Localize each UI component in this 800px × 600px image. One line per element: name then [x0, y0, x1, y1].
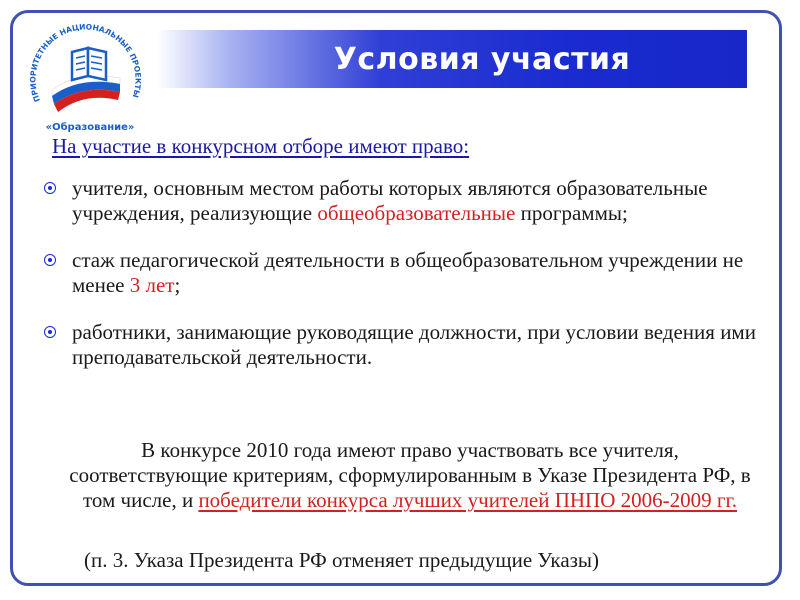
- list-item-highlight: общеобразовательные: [317, 201, 516, 225]
- title-bar: [157, 30, 747, 88]
- logo-arc-text: ПРИОРИТЕТНЫЕ НАЦИОНАЛЬНЫЕ ПРОЕКТЫ: [28, 22, 143, 104]
- list-item-text: стаж педагогической деятельности в общеобразовательном учреждении не менее: [72, 248, 744, 297]
- list-item-highlight: 3 лет: [129, 273, 175, 297]
- list-item-text: работники, занимающие руководящие должности, при условии ведения ими преподавательской деятельности.: [72, 320, 756, 369]
- bullet-icon: [44, 182, 56, 194]
- list-item-text: учителя, основным местом работы которых являются образовательные учреждения, реализующие: [72, 176, 708, 225]
- bullet-icon: [44, 254, 56, 266]
- decree-note: (п. 3. Указа Президента РФ отменяет предыдущие Указы): [84, 548, 600, 572]
- eligibility-paragraph: [60, 438, 760, 513]
- intro-heading: На участие в конкурсном отборе имеют право:: [52, 134, 470, 158]
- education-project-logo: [20, 18, 158, 136]
- conditions-list: [44, 176, 764, 392]
- page-title: Условия участия: [333, 41, 631, 77]
- list-item-text-end: ;: [174, 273, 181, 297]
- list-item: [44, 248, 764, 298]
- winners-link[interactable]: победители конкурса лучших учителей ПНПО 2006-2009 гг.: [198, 488, 737, 512]
- list-item-text-end: программы;: [515, 201, 628, 225]
- paragraph-text: В конкурсе 2010 года имеют право участвовать все учителя, соответствующие критериям, сформулированным в Указе Президента РФ, в том числе, и: [69, 438, 751, 512]
- bullet-icon: [44, 326, 56, 338]
- list-item: [44, 320, 764, 370]
- list-item: [44, 176, 764, 226]
- logo-bottom-text: «Образование»: [45, 122, 135, 133]
